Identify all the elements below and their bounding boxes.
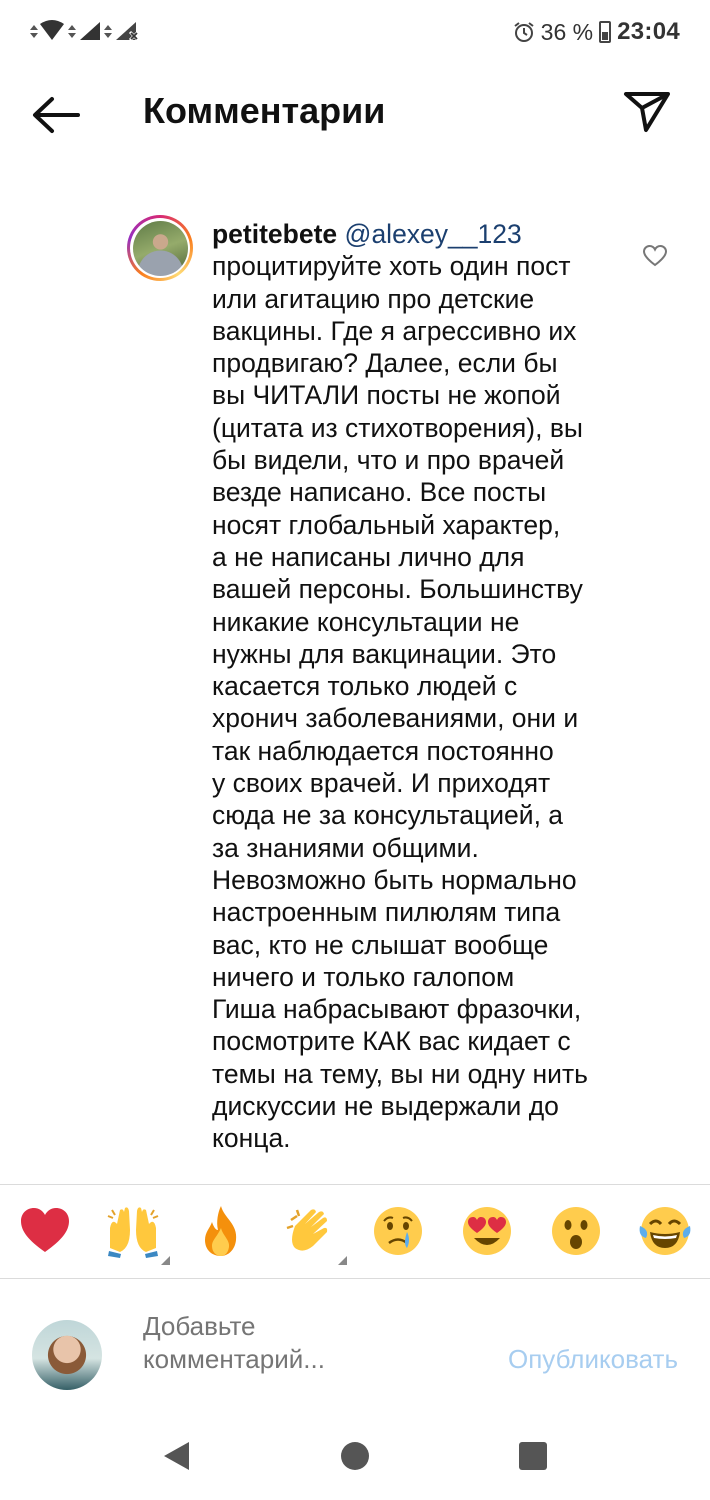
comment-body — [212, 218, 622, 1155]
battery-icon — [599, 21, 611, 43]
comment-text: процитируйте хоть один пост или агитацию про детские вакцины. Где я агрессивно их продвигаю? Далее, если бы вы ЧИТАЛИ посты не жопой (цитата из стихотворения), вы бы видели, что и про врачей везде написано. Все посты носят глобальный характер, а не написаны лично для вашей персоны. Большинству никакие консультации не нужны для вакцинации. Это касается только людей с хронич заболеваниями, они и так наблюдается постоянно у своих врачей. И приходят сюда не за консультацией, а за знаниями общими. Невозможно быть нормально настроенным пилюлям типа вас, кто не слышат вообще ничего и только галопом Гиша набрасывают фразочки, посмотрите КАК вас кидает с темы на тему, вы ни одну нить дискуссии не выдержали до конца. — [212, 251, 588, 1154]
my-avatar[interactable] — [32, 1320, 102, 1390]
fire-emoji[interactable] — [186, 1185, 256, 1277]
system-nav-bar — [0, 1410, 710, 1500]
back-arrow-icon — [28, 92, 84, 138]
status-icons-left — [28, 16, 158, 46]
direct-share-button[interactable] — [622, 86, 672, 136]
publish-button[interactable]: Опубликовать — [507, 1344, 678, 1374]
comment-username[interactable]: petitebete — [212, 219, 338, 249]
heart-eyes-emoji[interactable] — [452, 1185, 522, 1277]
crying-face-emoji[interactable] — [363, 1185, 433, 1277]
nav-back-button[interactable] — [156, 1436, 196, 1476]
header — [0, 70, 710, 160]
paper-plane-icon — [622, 86, 672, 136]
triangle-back-icon — [159, 1439, 193, 1473]
nav-home-button[interactable] — [335, 1436, 375, 1476]
nav-recents-button[interactable] — [513, 1436, 553, 1476]
tears-of-joy-emoji[interactable] — [630, 1185, 700, 1277]
commenter-avatar[interactable] — [127, 215, 193, 281]
quick-reaction-bar — [0, 1185, 710, 1277]
avatar-image — [133, 221, 188, 276]
red-heart-emoji[interactable] — [10, 1185, 80, 1277]
heart-outline-icon — [642, 244, 668, 268]
circle-home-icon — [339, 1440, 371, 1472]
page-title: Комментарии — [143, 90, 386, 131]
comment-composer — [0, 1278, 710, 1408]
square-recents-icon — [517, 1440, 549, 1472]
alarm-icon — [513, 21, 535, 43]
comment-input[interactable] — [143, 1310, 473, 1380]
back-button[interactable] — [28, 92, 84, 138]
battery-percent: 36 % — [540, 18, 594, 45]
astonished-face-emoji[interactable] — [541, 1185, 611, 1277]
raising-hands-emoji[interactable] — [98, 1185, 168, 1277]
clapping-hands-emoji[interactable] — [275, 1185, 345, 1277]
status-time: 23:04 — [617, 18, 680, 45]
comment-like-button[interactable] — [642, 244, 668, 268]
status-icons-right — [513, 18, 680, 46]
signal-wifi-icons — [28, 16, 158, 46]
status-bar — [0, 0, 710, 66]
comment-mention[interactable]: @alexey__123 — [344, 219, 522, 249]
